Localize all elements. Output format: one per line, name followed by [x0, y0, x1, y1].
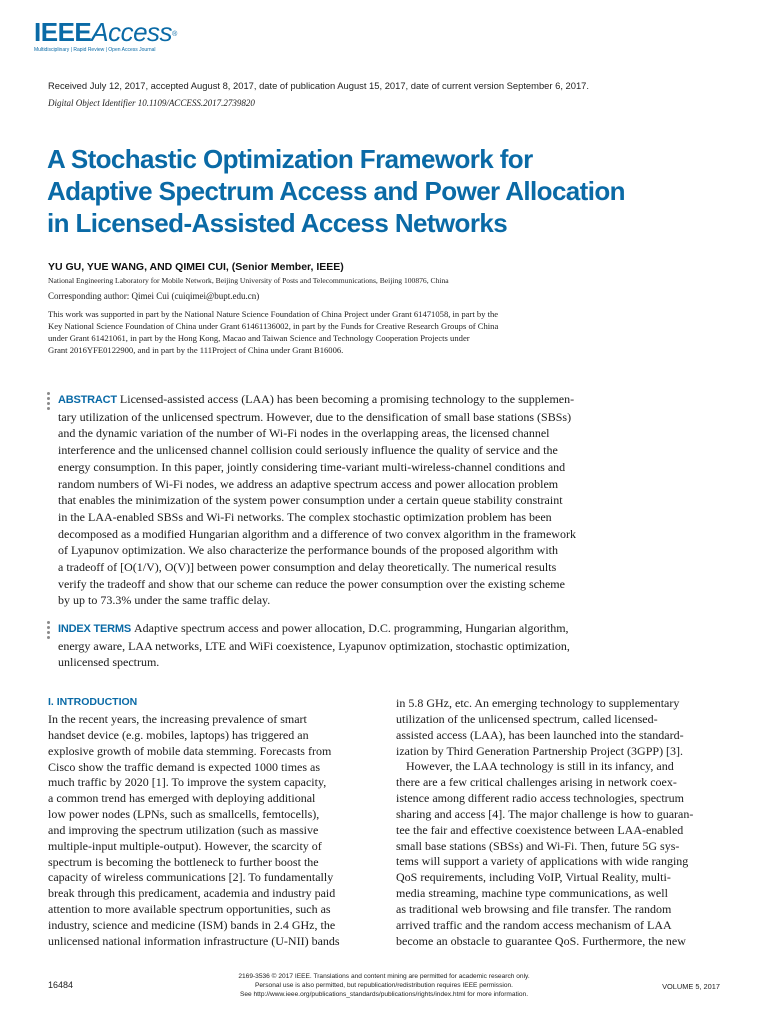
title-line: A Stochastic Optimization Framework for [47, 144, 533, 174]
text-line: and improving the spectrum utilization (such as massive [48, 822, 319, 837]
text-line: In the recent years, the increasing prevalence of smart [48, 712, 307, 726]
copyright-line: Personal use is also permitted, but republication/redistribution requires IEEE permission. [254, 982, 514, 989]
journal-logo [34, 18, 194, 53]
abstract-line: verify the tradeoff and show that our scheme can reduce the power consumption over the existing scheme [58, 576, 565, 591]
text-line: low power nodes (LPNs, such as smallcells, femtocells), [48, 807, 320, 822]
text-line: istence among different radio access technologies, spectrum [396, 791, 685, 806]
abstract-line: by up to 73.3% under the same traffic delay. [58, 593, 271, 608]
right-column-text [396, 696, 720, 950]
logo-ieee: IEEE [34, 17, 92, 47]
funding-line: This work was supported in part by the National Nature Science Foundation of China Project under Grant 61471058, in part by the [48, 309, 499, 319]
text-line: as traditional web browsing and file transfer. The random [396, 901, 672, 916]
text-line: media streaming, machine type communications, as well [396, 886, 668, 901]
text-line: However, the LAA technology is still in its infancy, and [406, 759, 674, 774]
text-line: tems will support a variety of applications with wide ranging [396, 854, 689, 869]
funding-note [48, 308, 608, 356]
index-terms-line: unlicensed spectrum. [58, 655, 160, 670]
abstract-line: tary utilization of the unlicensed spectrum. However, due to the densification of small base stations (SBSs) [58, 409, 572, 424]
section-heading-introduction: I. INTRODUCTION [48, 696, 138, 708]
text-line: industry, science and medicine (ISM) bands in 2.4 GHz, the [48, 917, 336, 932]
abstract [58, 391, 728, 609]
text-line: unlicensed national information infrastructure (U-NII) bands [48, 933, 340, 948]
index-terms-line: energy aware, LAA networks, LTE and WiFi coexistence, Lyapunov optimization, stochastic optimization, [58, 638, 570, 653]
abstract-line: in the LAA-enabled SBSs and Wi-Fi networks. The complex stochastic optimization problem has been [58, 509, 552, 524]
text-line: break through this predicament, academia and industry paid [48, 886, 336, 901]
text-line: in 5.8 GHz, etc. An emerging technology to supplementary [396, 696, 680, 710]
index-terms-line: INDEX TERMS Adaptive spectrum access and power allocation, D.C. programming, Hungarian algorithm, [58, 621, 569, 635]
left-column-text [48, 712, 374, 950]
index-terms-dots-icon [47, 621, 51, 641]
index-terms [58, 620, 728, 671]
text-line: handset device (e.g. mobiles, laptops) has triggered an [48, 727, 309, 742]
received-dates: Received July 12, 2017, accepted August 8, 2017, date of publication August 15, 2017, date of current version September 6, 2017. [48, 80, 589, 91]
text-line: QoS requirements, including VoIP, Virtual Reality, multi- [396, 870, 671, 885]
logo-access: Access [91, 17, 173, 47]
logo-tagline: Multidisciplinary | Rapid Review | Open Access Journal [34, 47, 156, 53]
abstract-label: ABSTRACT [58, 394, 117, 406]
abstract-line: decomposed as a modified Hungarian algorithm and a difference of two convex algorithm in the framework [58, 526, 576, 541]
index-terms-label: INDEX TERMS [58, 623, 131, 635]
text-line: explosive growth of mobile data stemming. Forecasts from [48, 743, 332, 758]
doi: Digital Object Identifier 10.1109/ACCESS.2017.2739820 [48, 98, 255, 108]
text-line: arrived traffic and the random access mechanism of LAA [396, 917, 672, 932]
copyright-notice [180, 972, 588, 999]
abstract-line: interference and the unlicensed channel collision could seriously influence the quality of service and the [58, 443, 558, 458]
funding-line: Key National Science Foundation of China under Grant 61461136002, in part by the Funds for Creative Research Groups of China [48, 321, 499, 331]
text-line: utilization of the unlicensed spectrum, called licensed- [396, 711, 658, 726]
logo-wordmark [34, 18, 194, 46]
text-line: capacity of wireless communications [2]. To fundamentally [48, 870, 334, 885]
abstract-dots-icon [47, 392, 51, 412]
abstract-line: random numbers of Wi-Fi nodes, we address an adaptive spectrum access and power allocation problem [58, 476, 559, 491]
affiliation: National Engineering Laboratory for Mobile Network, Beijing University of Posts and Telecommunications, Beijing 100876, China [48, 276, 449, 285]
abstract-line: of Lyapunov optimization. We also characterize the performance bounds of the proposed algorithm with [58, 543, 558, 558]
corresponding-author: Corresponding author: Qimei Cui (cuiqimei@bupt.edu.cn) [48, 291, 260, 301]
text-line: there are a few critical challenges arising in network coex- [396, 775, 677, 790]
funding-line: under Grant 61421061, in part by the Hong Kong, Macao and Taiwan Science and Technology Cooperation Projects under [48, 333, 470, 343]
text-line: tee the fair and effective coexistence between LAA-enabled [396, 822, 684, 837]
abstract-line: energy consumption. In this paper, jointly considering time-variant multi-wireless-channel conditions and [58, 459, 566, 474]
copyright-line: 2169-3536 © 2017 IEEE. Translations and content mining are permitted for academic research only. [238, 973, 530, 980]
volume-label: VOLUME 5, 2017 [662, 982, 720, 991]
text-line: ization by Third Generation Partnership Project (3GPP) [3]. [396, 743, 684, 758]
abstract-line: that enables the minimization of the system power consumption under a certain queue stability constraint [58, 493, 563, 508]
text-line: attention to more available spectrum opportunities, such as [48, 902, 331, 917]
text-line: assisted access (LAA), has been launched into the standard- [396, 727, 684, 742]
title-line: Adaptive Spectrum Access and Power Allocation [47, 176, 625, 206]
text-line: become an obstacle to guarantee QoS. Furthermore, the new [396, 933, 686, 948]
abstract-line: a tradeoff of [O(1/V), O(V)] between power consumption and delay theoretically. The numerical results [58, 560, 557, 575]
abstract-line: and the dynamic variation of the number of Wi-Fi nodes in the overlapping areas, the licensed channel [58, 426, 550, 441]
funding-line: Grant 2016YFE0122900, and in part by the 111Project of China under Grant B16006. [48, 345, 344, 355]
abstract-line: ABSTRACT Licensed-assisted access (LAA) has been becoming a promising technology to the supplemen- [58, 392, 575, 406]
paper-title [47, 143, 687, 239]
text-line: small base stations (SBSs) and Wi-Fi. Then, future 5G sys- [396, 838, 680, 853]
title-line: in Licensed-Assisted Access Networks [47, 208, 508, 238]
page-number: 16484 [48, 980, 74, 990]
text-line: spectrum is becoming the bottleneck to further boost the [48, 854, 319, 869]
text-line: Cisco show the traffic demand is expected 1000 times as [48, 759, 321, 774]
logo-trademark: ® [172, 31, 177, 38]
text-line: sharing and access [4]. The major challenge is how to guaran- [396, 806, 694, 821]
copyright-line: See http://www.ieee.org/publications_standards/publications/rights/index.html for more information. [239, 991, 529, 998]
text-line: a common trend has emerged with deploying additional [48, 791, 316, 806]
text-line: multiple-input multiple-output). However, the scarcity of [48, 838, 322, 853]
text-line: much traffic by 2020 [1]. To improve the system capacity, [48, 775, 327, 790]
authors: YU GU, YUE WANG, AND QIMEI CUI, (Senior Member, IEEE) [48, 261, 344, 273]
